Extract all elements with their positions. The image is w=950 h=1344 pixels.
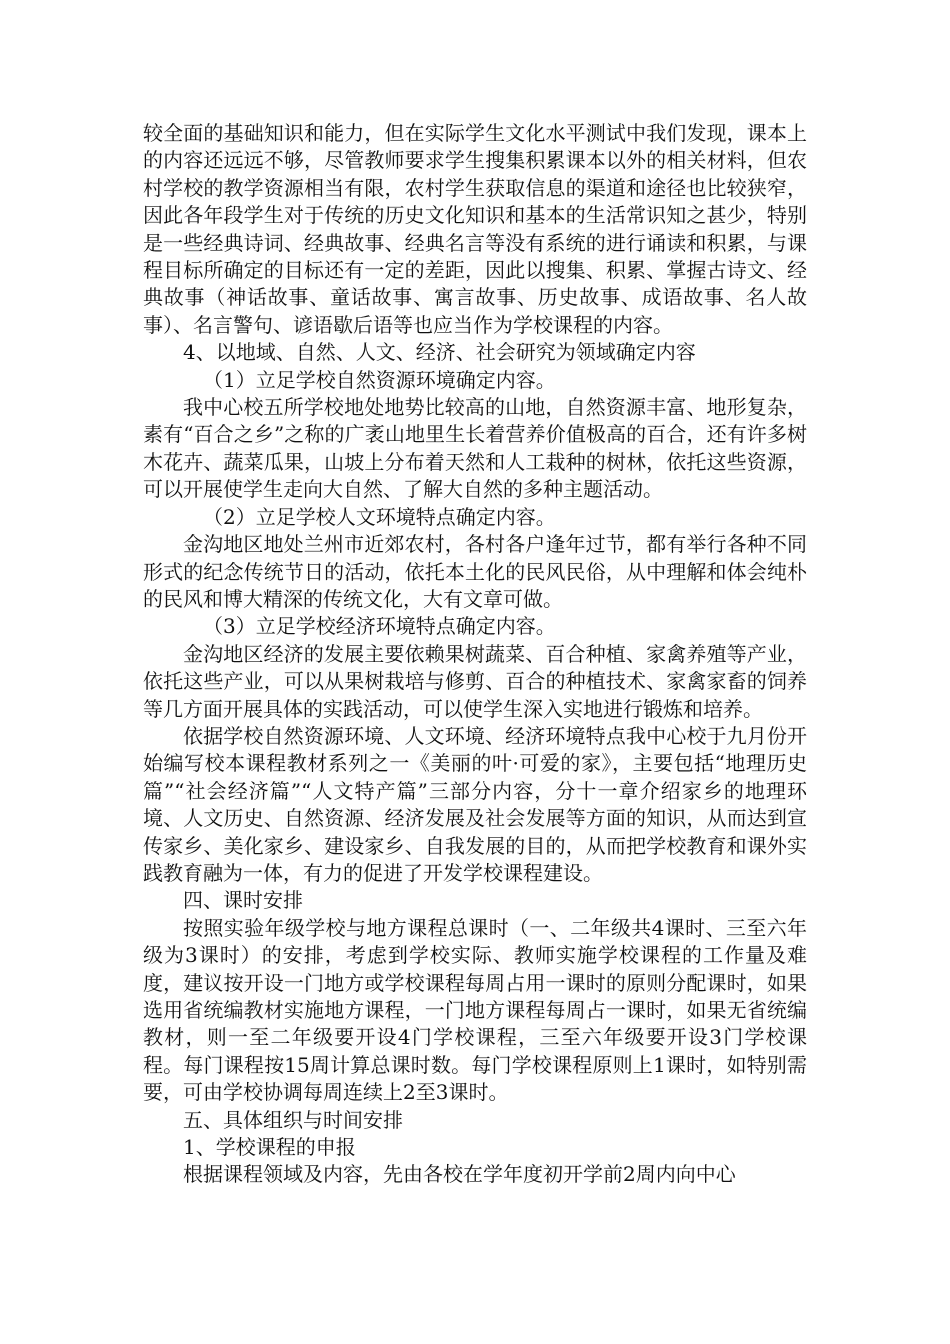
paragraph: 金沟地区地处兰州市近郊农村，各村各户逢年过节，都有举行各种不同形式的纪念传统节日的活动，依托本土化的民风民俗，从中理解和体会纯朴的民风和博大精深的传统文化，大有文章可做。 xyxy=(143,532,807,611)
section-heading: 五、具体组织与时间安排 xyxy=(183,1107,403,1132)
paragraph: 根据课程领域及内容，先由各校在学年度初开学前2周内向中心 xyxy=(183,1162,736,1187)
section-heading: 4、以地域、自然、人文、经济、社会研究为领域确定内容 xyxy=(183,340,696,365)
paragraph: 我中心校五所学校地处地势比较高的山地，自然资源丰富、地形复杂，素有“百合之乡”之称的广袤山地里生长着营养价值极高的百合，还有许多树木花卉、蔬菜瓜果，山坡上分布着天然和人工栽种的树林，依托这些资源，可以开展使学生走向大自然、了解大自然的多种主题活动。 xyxy=(143,395,807,502)
paragraph: 金沟地区经济的发展主要依赖果树蔬菜、百合种植、家禽养殖等产业，依托这些产业，可以从果树栽培与修剪、百合的种植技术、家禽家畜的饲养等几方面开展具体的实践活动，可以使学生深入实地进行锻炼和培养。 xyxy=(143,641,807,721)
paragraph: 较全面的基础知识和能力，但在实际学生文化水平测试中我们发现，课本上的内容还远远不够，尽管教师要求学生搜集积累课本以外的相关材料，但农村学校的教学资源相当有限，农村学生获取信息的渠道和途径也比较狭窄，因此各年段学生对于传统的历史文化知识和基本的生活常识知之甚少，特别是一些经典诗词、经典故事、经典名言等没有系统的进行诵读和积累，与课程目标所确定的目标还有一定的差距，因此以搜集、积累、掌握古诗文、经典故事（神话故事、童话故事、寓言故事、历史故事、成语故事、名人故事）、名言警句、谚语歇后语等也应当作为学校课程的内容。 xyxy=(143,121,807,337)
section-heading: 四、课时安排 xyxy=(183,888,303,913)
subsection-heading: （1）立足学校自然资源环境确定内容。 xyxy=(203,367,556,392)
subsection-heading: 1、学校课程的申报 xyxy=(183,1135,356,1160)
subsection-heading: （3）立足学校经济环境特点确定内容。 xyxy=(203,614,556,639)
paragraph: 按照实验年级学校与地方课程总课时（一、二年级共4课时、三至六年级为3课时）的安排，考虑到学校实际、教师实施学校课程的工作量及难度，建议按开设一门地方或学校课程每周占用一课时的原则分配课时，如果选用省统编教材实施地方课程，一门地方课程每周占一课时，如果无省统编教材，则一至二年级要开设4门学校课程，三至六年级要开设3门学校课程。每门课程按15周计算总课时数。每门学校课程原则上1课时，如特别需要，可由学校协调每周连续上2至3课时。 xyxy=(143,915,807,1105)
paragraph: 依据学校自然资源环境、人文环境、经济环境特点我中心校于九月份开始编写校本课程教材系列之一《美丽的叶·可爱的家》，主要包括“地理历史篇”“社会经济篇”“人文特产篇”三部分内容，分十一章介绍家乡的地理环境、人文历史、自然资源、经济发展及社会发展等方面的知识，从而达到宣传家乡、美化家乡、建设家乡、自我发展的目的，从而把学校教育和课外实践教育融为一体，有力的促进了开发学校课程建设。 xyxy=(143,723,807,885)
subsection-heading: （2）立足学校人文环境特点确定内容。 xyxy=(203,504,556,529)
document-body xyxy=(143,120,807,1189)
